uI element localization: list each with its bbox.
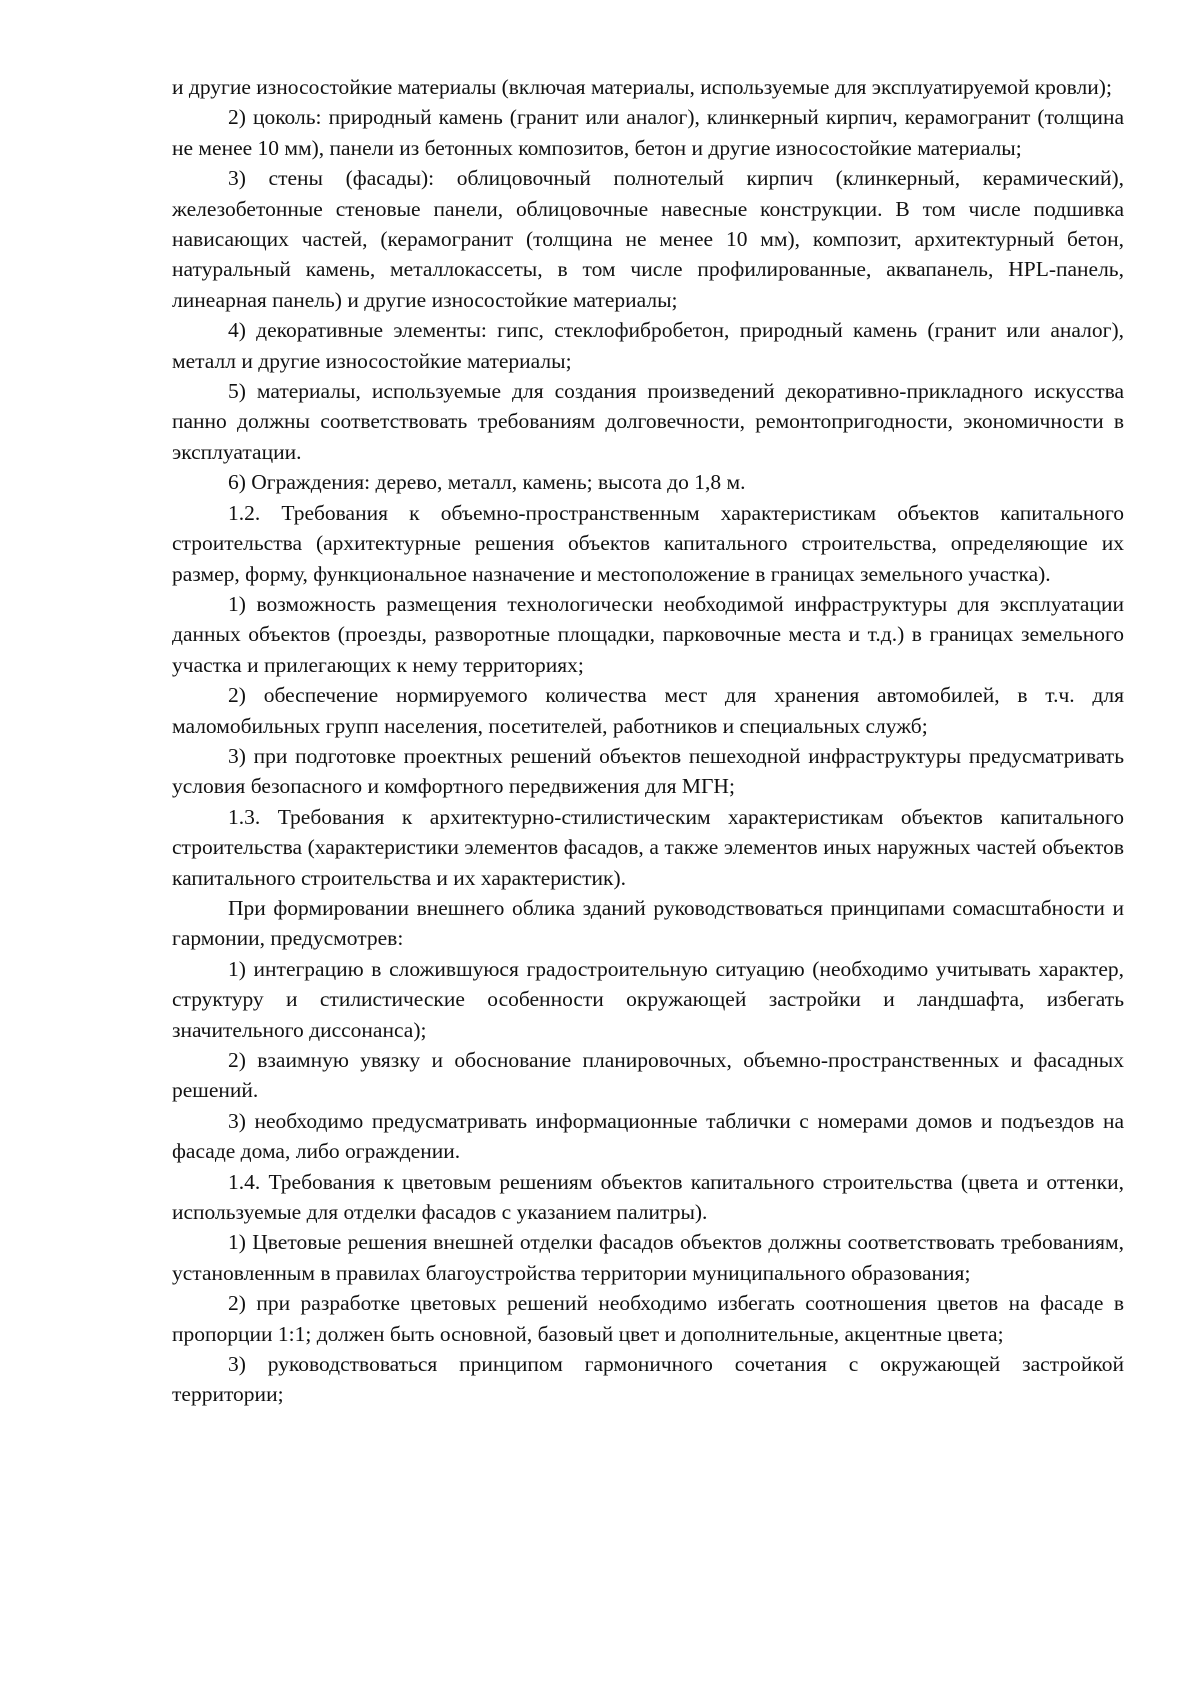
- paragraph-item-plates: 3) необходимо предусматривать информационные таблички с номерами домов и подъездов на фасаде дома, либо ограждении.: [172, 1108, 1124, 1164]
- paragraph-item-coordination: 2) взаимную увязку и обоснование планировочных, объемно-пространственных и фасадных решений.: [172, 1048, 1124, 1103]
- paragraph-item-fences: 6) Ограждения: дерево, металл, камень; высота до 1,8 м.: [228, 470, 746, 495]
- paragraph-item-walls: 3) стены (фасады): облицовочный полнотелый кирпич (клинкерный, керамический), железобетонные стеновые панели, облицовочные навесные конструкции. В том числе подшивка нависающих частей, (керамогранит (толщина не менее 10 мм), композит, архитектурный бетон, натуральный камень, металлокассеты, в том числе профилированные, аквапанель, HPL-панель, линеарная панель) и другие износостойкие материалы;: [172, 166, 1124, 312]
- section-heading-1-3: 1.3. Требования к архитектурно-стилистическим характеристикам объектов капитального строительства (характеристики элементов фасадов, а также элементов иных наружных частей объектов капитального строительства и их характеристик).: [172, 804, 1124, 890]
- paragraph-item-integration: 1) интеграцию в сложившуюся градостроительную ситуацию (необходимо учитывать характер, структуру и стилистические особенности окружающей застройки и ландшафта, избегать значительного диссонанса);: [172, 956, 1124, 1042]
- paragraph-item-art-materials: 5) материалы, используемые для создания произведений декоративно-прикладного искусства панно должны соответствовать требованиям долговечности, ремонтопригодности, экономичности в эксплуатации.: [172, 379, 1124, 464]
- paragraph-item-socle: 2) цоколь: природный камень (гранит или аналог), клинкерный кирпич, керамогранит (толщина не менее 10 мм), панели из бетонных композитов, бетон и другие износостойкие материалы;: [172, 105, 1124, 160]
- paragraph-item-parking: 2) обеспечение нормируемого количества мест для хранения автомобилей, в т.ч. для маломобильных групп населения, посетителей, работников и специальных служб;: [172, 683, 1124, 738]
- paragraph-continuation: и другие износостойкие материалы (включая материалы, используемые для эксплуатируемой кровли);: [172, 75, 1112, 99]
- paragraph-item-color-ratio: 2) при разработке цветовых решений необходимо избегать соотношения цветов на фасаде в пропорции 1:1; должен быть основной, базовый цвет и дополнительные, акцентные цвета;: [172, 1291, 1124, 1346]
- paragraph-item-color-rules: 1) Цветовые решения внешней отделки фасадов объектов должны соответствовать требованиям, установленным в правилах благоустройства территории муниципального образования;: [172, 1230, 1124, 1285]
- paragraph-item-pedestrian: 3) при подготовке проектных решений объектов пешеходной инфраструктуры предусматривать условия безопасного и комфортного передвижения для МГН;: [172, 743, 1124, 799]
- paragraph-item-decor: 4) декоративные элементы: гипс, стеклофибробетон, природный камень (гранит или аналог), металл и другие износостойкие материалы;: [172, 318, 1124, 373]
- paragraph-item-infrastructure: 1) возможность размещения технологически необходимой инфраструктуры для эксплуатации данных объектов (проезды, разворотные площадки, парковочные места и т.д.) в границах земельного участка и прилегающих к нему территориях;: [172, 591, 1124, 677]
- paragraph-principles: При формировании внешнего облика зданий руководствоваться принципами сомасштабности и гармонии, предусмотрев:: [172, 895, 1124, 951]
- section-heading-1-2: 1.2. Требования к объемно-пространственным характеристикам объектов капитального строительства (архитектурные решения объектов капитального строительства, определяющие их размер, форму, функциональное назначение и местоположение в границах земельного участка).: [172, 500, 1124, 586]
- section-heading-1-4: 1.4. Требования к цветовым решениям объектов капитального строительства (цвета и оттенки, используемые для отделки фасадов с указанием палитры).: [172, 1169, 1124, 1225]
- document-page: [172, 72, 1124, 1410]
- paragraph-item-harmony: 3) руководствоваться принципом гармоничного сочетания с окружающей застройкой территории;: [172, 1352, 1124, 1407]
